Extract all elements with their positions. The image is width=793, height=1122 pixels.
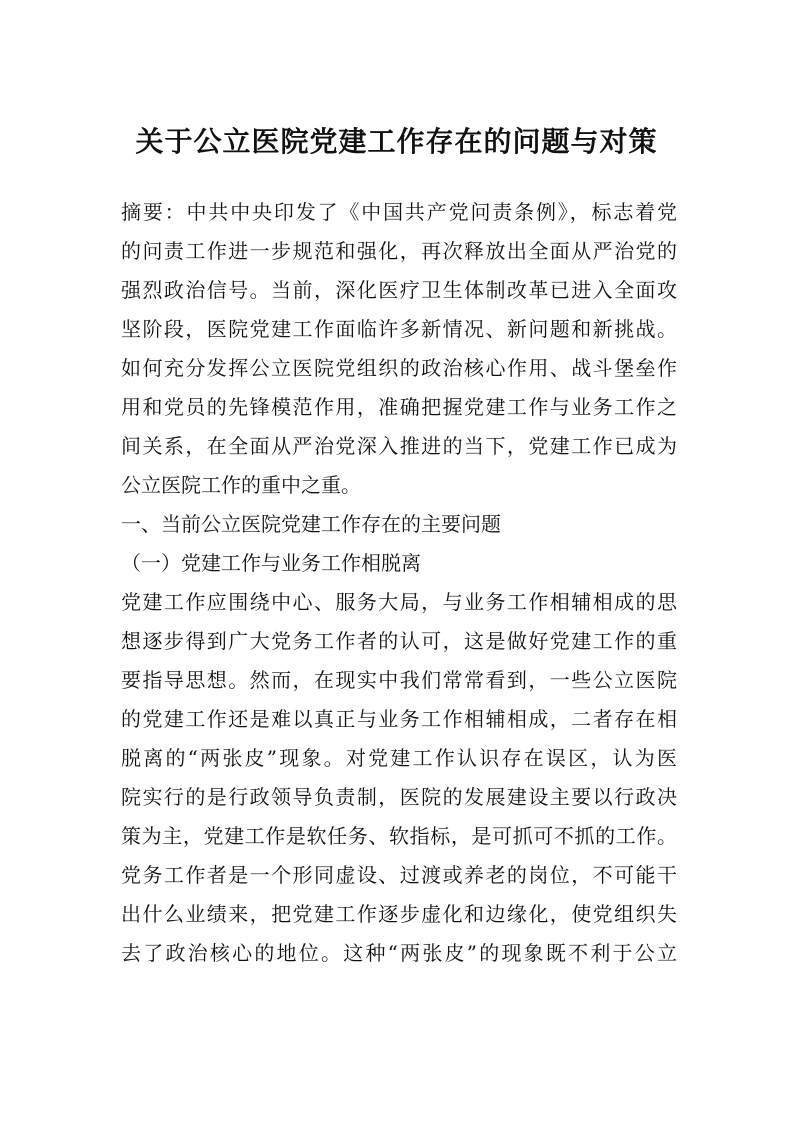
abstract-line: 如何充分发挥公立医院党组织的政治核心作用、战斗堡垒作 <box>121 356 677 380</box>
document-body <box>121 193 677 973</box>
abstract-line: 摘要：中共中央印发了《中国共产党问责条例》，标志着党 <box>121 200 677 224</box>
abstract-line: 的问责工作进一步规范和强化，再次释放出全面从严治党的 <box>121 239 677 263</box>
body-line: 去了政治核心的地位。这种“两张皮”的现象既不利于公立 <box>121 941 677 965</box>
body-line: 的党建工作还是难以真正与业务工作相辅相成，二者存在相 <box>121 707 677 731</box>
abstract-line: 公立医院工作的重中之重。 <box>121 473 361 497</box>
document-title: 关于公立医院党建工作存在的问题与对策 <box>135 125 658 158</box>
body-line: 要指导思想。然而，在现实中我们常常看到，一些公立医院 <box>121 668 677 692</box>
body-line: 院实行的是行政领导负责制，医院的发展建设主要以行政决 <box>121 785 677 809</box>
body-line: 党建工作应围绕中心、服务大局，与业务工作相辅相成的思 <box>121 590 677 614</box>
abstract-line: 强烈政治信号。当前，深化医疗卫生体制改革已进入全面攻 <box>121 278 677 302</box>
body-line: 党务工作者是一个形同虚设、过渡或养老的岗位，不可能干 <box>121 863 677 887</box>
subsection-heading: （一）党建工作与业务工作相脱离 <box>121 551 421 575</box>
section-heading: 一、当前公立医院党建工作存在的主要问题 <box>121 512 501 536</box>
abstract-line: 坚阶段，医院党建工作面临许多新情况、新问题和新挑战。 <box>121 317 677 341</box>
body-line: 策为主，党建工作是软任务、软指标，是可抓可不抓的工作。 <box>121 824 677 848</box>
abstract-line: 间关系，在全面从严治党深入推进的当下，党建工作已成为 <box>121 434 677 458</box>
abstract-line: 用和党员的先锋模范作用，准确把握党建工作与业务工作之 <box>121 395 677 419</box>
body-line: 出什么业绩来，把党建工作逐步虚化和边缘化，使党组织失 <box>121 902 677 926</box>
body-line: 脱离的“两张皮”现象。对党建工作认识存在误区，认为医 <box>121 746 677 770</box>
body-line: 想逐步得到广大党务工作者的认可，这是做好党建工作的重 <box>121 629 677 653</box>
